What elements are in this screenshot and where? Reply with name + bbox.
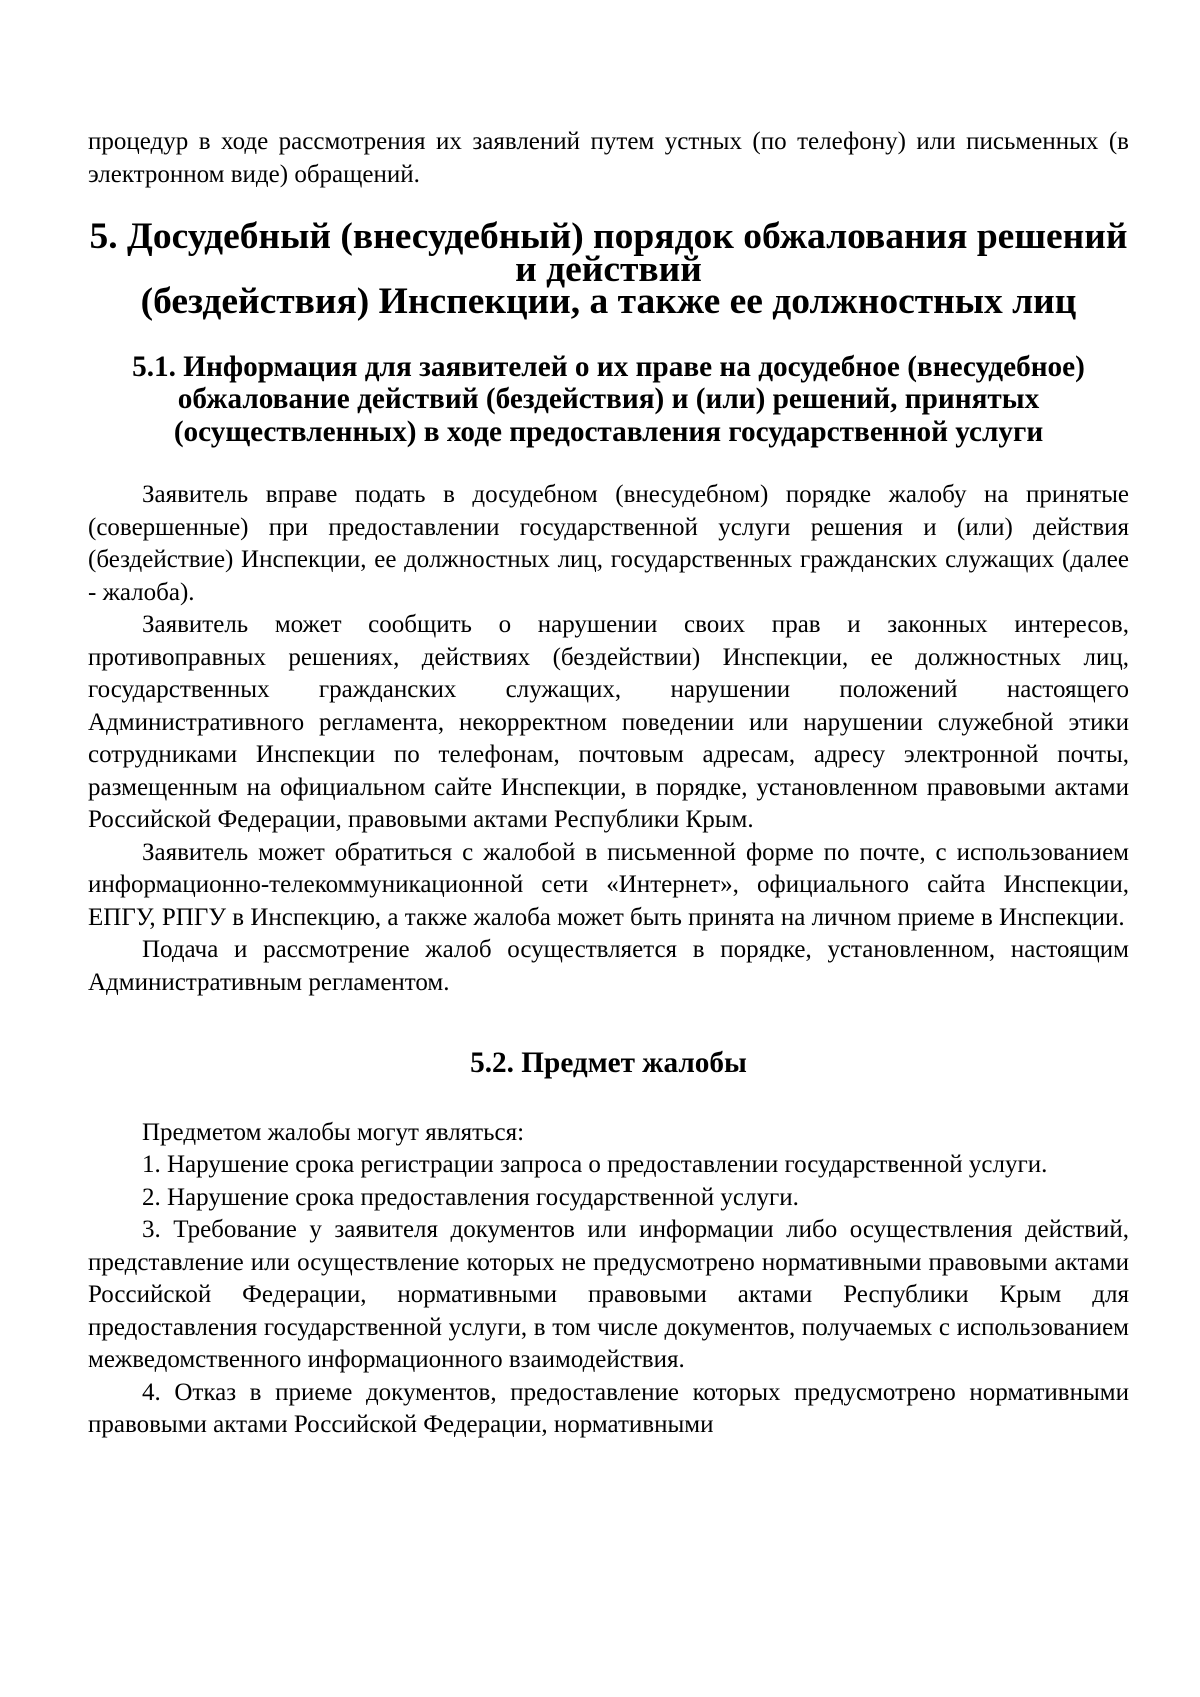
section-5-2-list-item: 1. Нарушение срока регистрации запроса о предоставлении государственной услуги. <box>142 1151 1048 1178</box>
section-5-1-paragraph: Заявитель вправе подать в досудебном (внесудебном) порядке жалобу на принятые (совершенные) при предоставлении государственной услуги решения и (или) действия (бездействие) Инспекции, ее должностных лиц, государственных гражданских служащих (далее - жалоба). <box>88 481 1129 606</box>
section-5-2-paragraph: Предметом жалобы могут являться: <box>142 1118 525 1146</box>
section-5-2-list-item: 4. Отказ в приеме документов, предоставление которых предусмотрено нормативными правовыми актами Российской Федерации, нормативными <box>88 1378 1129 1438</box>
section-5-heading-line: 5. Досудебный (внесудебный) порядок обжалования решений и действий <box>89 216 1128 290</box>
section-5-1-heading-line: 5.1. Информация для заявителей о их праве на досудебное (внесудебное) <box>132 350 1085 383</box>
section-5-1-heading-line: (осуществленных) в ходе предоставления государственной услуги <box>173 415 1044 448</box>
section-5-2-list-item: 2. Нарушение срока предоставления государственной услуги. <box>142 1183 799 1211</box>
section-5-heading-line: (бездействия) Инспекции, а также ее должностных лиц <box>140 281 1077 322</box>
section-5-1-heading-line: обжалование действий (бездействия) и (или) решений, принятых <box>177 383 1040 415</box>
intro-paragraph: процедур в ходе рассмотрения их заявлений путем устных (по телефону) или письменных (в электронном виде) обращений. <box>88 128 1129 188</box>
section-5-2-list-item: 3. Требование у заявителя документов или информации либо осуществления действий, представление или осуществление которых не предусмотрено нормативными правовыми актами Российской Федерации, нормативными правовыми актами Республики Крым для предоставления государственной услуги, в том числе документов, получаемых с использованием межведомственного информационного взаимодействия. <box>88 1216 1129 1373</box>
section-5-2-heading: 5.2. Предмет жалобы <box>470 1047 747 1079</box>
section-5-1-heading <box>88 351 1129 449</box>
section-5-1-paragraph: Заявитель может обратиться с жалобой в письменной форме по почте, с использованием информационно-телекоммуникационной сети «Интернет», официального сайта Инспекции, ЕПГУ, РПГУ в Инспекцию, а также жалоба может быть принята на личном приеме в Инспекции. <box>88 838 1129 931</box>
section-5-heading <box>88 216 1129 322</box>
document-body <box>88 126 1129 1442</box>
section-5-1-paragraph: Подача и рассмотрение жалоб осуществляется в порядке, установленном, настоящим Административным регламентом. <box>88 936 1129 996</box>
section-5-1-paragraph: Заявитель может сообщить о нарушении своих прав и законных интересов, противоправных решениях, действиях (бездействии) Инспекции, ее должностных лиц, государственных гражданских служащих, нарушении положений настоящего Административного регламента, некорректном поведении или нарушении служебной этики сотрудниками Инспекции по телефонам, почтовым адресам, адресу электронной почты, размещенным на официальном сайте Инспекции, в порядке, установленном правовыми актами Российской Федерации, правовыми актами Республики Крым. <box>88 611 1129 833</box>
